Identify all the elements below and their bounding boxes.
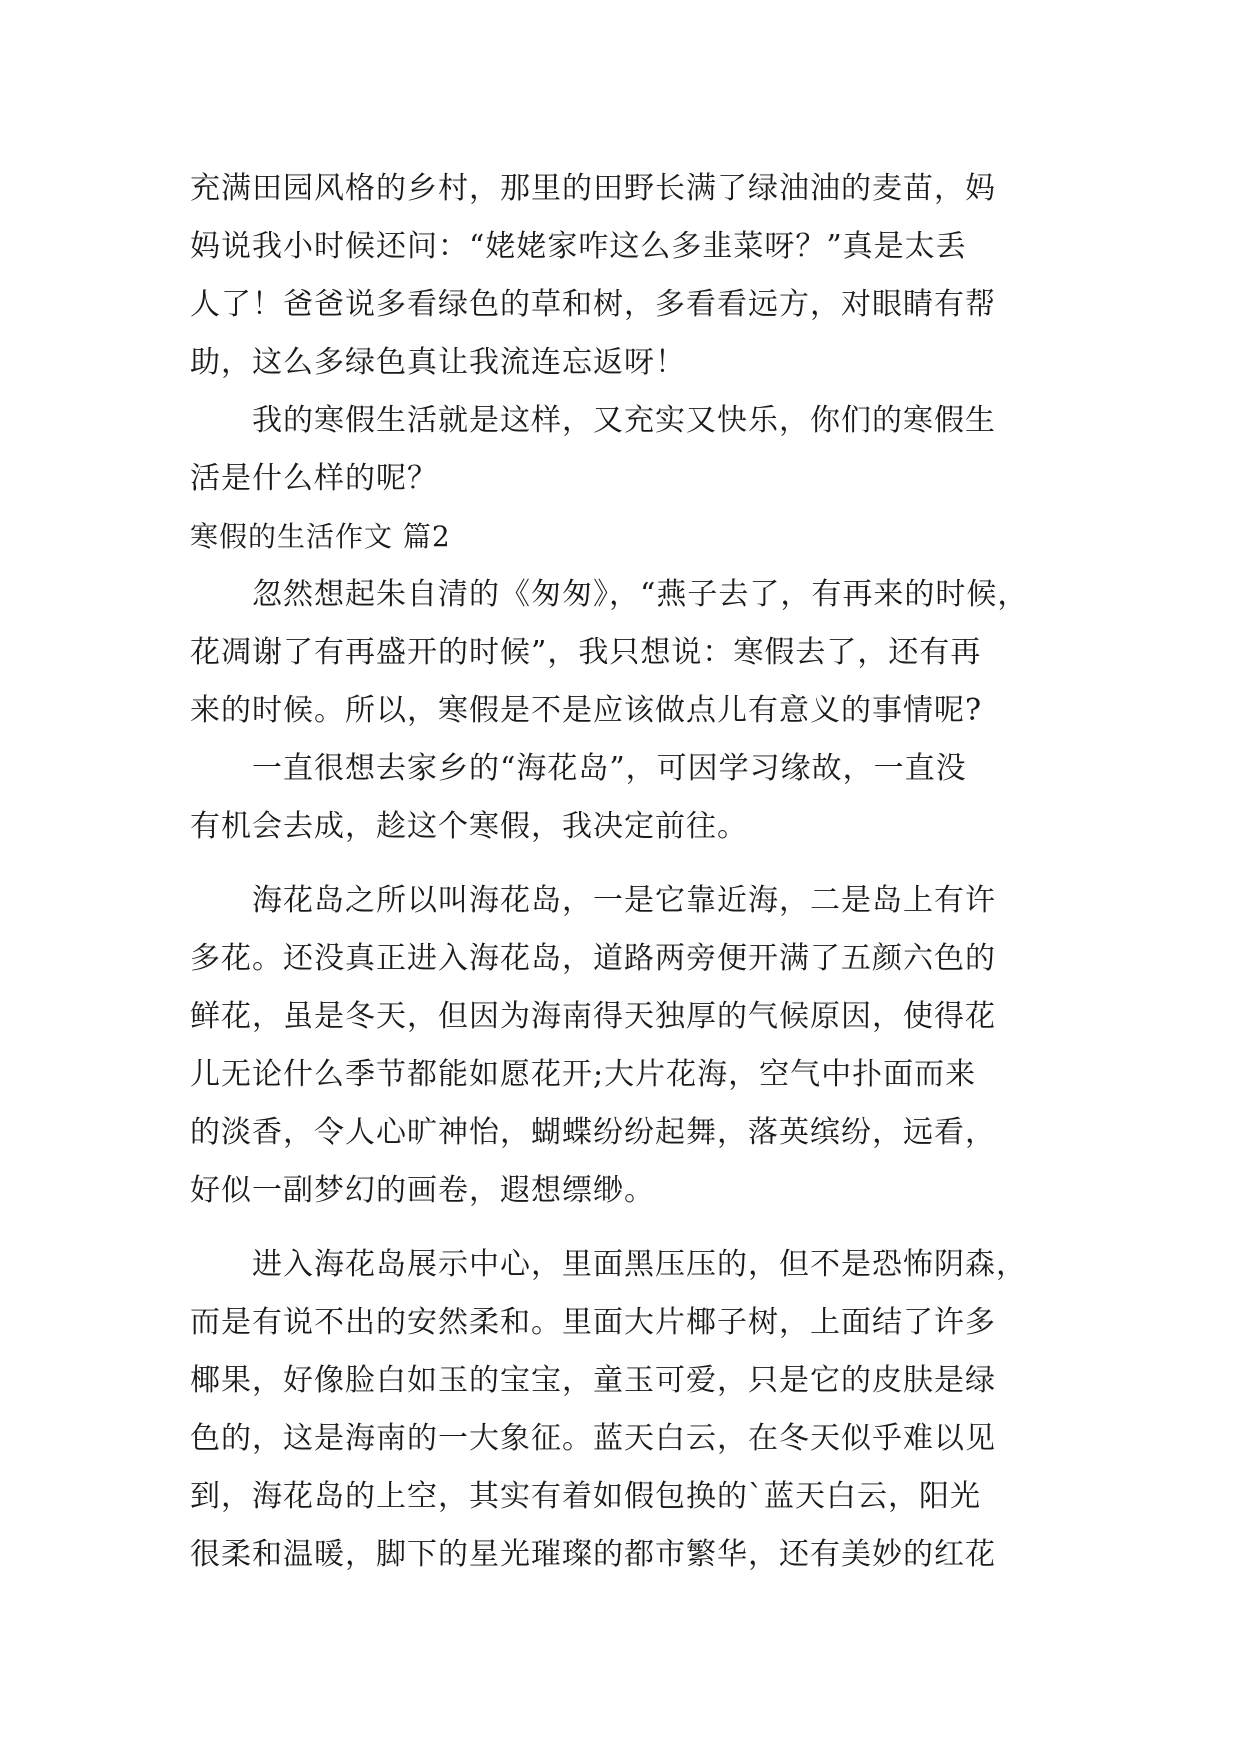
paragraph-4 <box>190 740 1050 856</box>
text-line: 花凋谢了有再盛开的时候”，我只想说：寒假去了，还有再 <box>190 635 982 670</box>
text-line: 很柔和温暖，脚下的星光璀璨的都市繁华，还有美妙的红花 <box>190 1537 996 1572</box>
text-line: 来的时候。所以，寒假是不是应该做点儿有意义的事情呢? <box>190 693 983 728</box>
paragraph-spacer <box>190 1220 1050 1236</box>
paragraph-3 <box>190 566 1050 740</box>
text-line: 海花岛之所以叫海花岛，一是它靠近海，二是岛上有许 <box>252 883 996 918</box>
text-line: 儿无论什么季节都能如愿花开;大片花海，空气中扑面而来 <box>190 1057 977 1092</box>
text-line: 充满田园风格的乡村，那里的田野长满了绿油油的麦苗，妈 <box>190 171 996 206</box>
text-line: 的淡香，令人心旷神怡，蝴蝶纷纷起舞，落英缤纷，远看， <box>190 1115 996 1150</box>
paragraph-5 <box>190 872 1050 1220</box>
paragraph-spacer <box>190 856 1050 872</box>
text-line: 活是什么样的呢？ <box>190 461 438 496</box>
text-line: 进入海花岛展示中心，里面黑压压的，但不是恐怖阴森， <box>252 1247 1027 1282</box>
paragraph-1 <box>190 160 1050 392</box>
paragraph-6 <box>190 1236 1050 1584</box>
text-line: 助，这么多绿色真让我流连忘返呀！ <box>190 345 686 380</box>
paragraph-2 <box>190 392 1050 508</box>
section-heading: 寒假的生活作文 篇2 <box>190 520 451 553</box>
text-line: 椰果，好像脸白如玉的宝宝，童玉可爱，只是它的皮肤是绿 <box>190 1363 996 1398</box>
text-line: 一直很想去家乡的“海花岛”，可因学习缘故，一直没 <box>252 751 967 786</box>
text-line: 色的，这是海南的一大象征。蓝天白云，在冬天似乎难以见 <box>190 1421 996 1456</box>
text-line: 人了！爸爸说多看绿色的草和树，多看看远方，对眼睛有帮 <box>190 287 996 322</box>
text-line: 到，海花岛的上空，其实有着如假包换的`蓝天白云，阳光 <box>190 1479 981 1514</box>
text-line: 忽然想起朱自清的《匆匆》，“燕子去了，有再来的时候， <box>252 577 1029 612</box>
text-line: 我的寒假生活就是这样，又充实又快乐，你们的寒假生 <box>252 403 996 438</box>
text-line: 鲜花，虽是冬天，但因为海南得天独厚的气候原因，使得花 <box>190 999 996 1034</box>
text-line: 好似一副梦幻的画卷，遐想缥缈。 <box>190 1173 655 1208</box>
text-line: 多花。还没真正进入海花岛，道路两旁便开满了五颜六色的 <box>190 941 996 976</box>
text-line: 而是有说不出的安然柔和。里面大片椰子树，上面结了许多 <box>190 1305 996 1340</box>
text-line: 妈说我小时候还问：“姥姥家咋这么多韭菜呀？”真是太丢 <box>190 229 967 264</box>
text-line: 有机会去成，趁这个寒假，我决定前往。 <box>190 809 748 844</box>
document-body <box>190 160 1050 1584</box>
